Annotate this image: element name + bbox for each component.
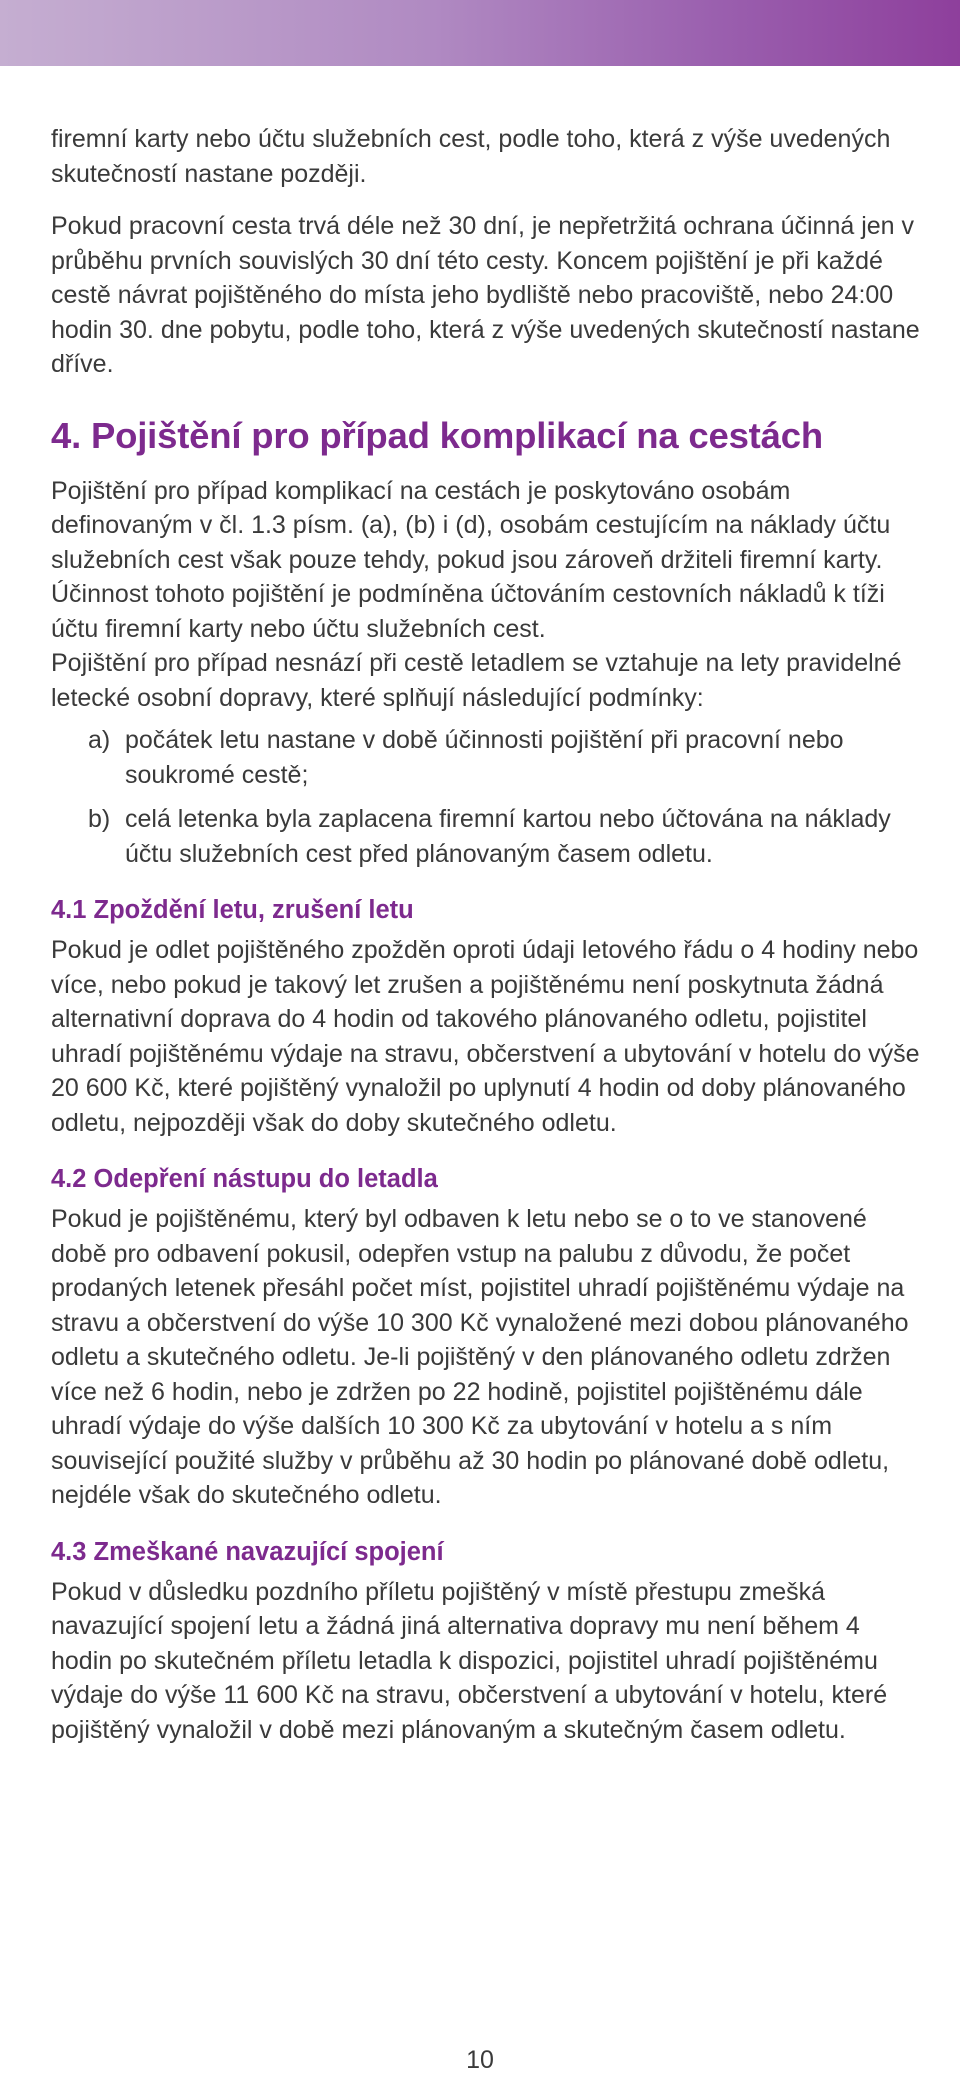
list-marker: b) (88, 805, 111, 833)
section-4-paragraph-1: Pojištění pro případ komplikací na cestách je poskytováno osobám definovaným v čl. 1.3 písm. (a), (b) i (d), osobám cestujícím na náklady účtu služebních cest však pouze tehdy, pokud jsou zároveň držiteli firemní karty. (51, 476, 891, 574)
page-number: 10 (466, 2046, 494, 2074)
section-4-3-heading: 4.3 Zmeškané navazující spojení (51, 1537, 444, 1566)
intro-paragraph-1: firemní karty nebo účtu služebních cest, podle toho, která z výše uvedených skutečností nastane později. (51, 125, 891, 188)
section-4-2-paragraph: Pokud je pojištěnému, který byl odbaven k letu nebo se o to ve stanovené době pro odbavení pokusil, odepřen vstup na palubu z důvodu, že počet prodaných letenek přesáhl počet míst, pojistitel uhradí pojištěnému výdaje na stravu a občerstvení do výše 10 300 Kč vynaložené mezi dobou plánovaného odletu a skutečného odletu. Je-li pojištěný v den plánovaného odletu zdržen více než 6 hodin, nebo je zdržen po 22 hodině, pojistitel pojištěnému dále uhradí výdaje do výše dalších 10 300 Kč za ubytování v hotelu a s ním související použité služby v průběhu až 30 hodin po plánované době odletu, nejdéle však do skutečného odletu. (51, 1205, 909, 1509)
header-color-band (0, 0, 960, 66)
section-4-3-paragraph: Pokud v důsledku pozdního příletu pojištěný v místě přestupu zmešká navazující spojení letu a žádná jiná alternativa dopravy mu není během 4 hodin po skutečném příletu letadla k dispozici, pojistitel uhradí pojištěnému výdaje do výše 11 600 Kč na stravu, občerstvení a ubytování v hotelu, které pojištěný vynaložil v době mezi plánovaným a skutečným časem odletu. (51, 1577, 888, 1744)
document-body (51, 122, 921, 1747)
list-item-text: počátek letu nastane v době účinnosti pojištění při pracovní nebo soukromé cestě; (125, 726, 844, 789)
list-item (88, 723, 921, 792)
conditions-list (51, 723, 921, 871)
section-4-1-paragraph: Pokud je odlet pojištěného zpožděn oproti údaji letového řádu o 4 hodiny nebo více, nebo pokud je takový let zrušen a pojištěnému není poskytnuta žádná alternativní doprava do 4 hodin od takového plánovaného odletu, pojistitel uhradí pojištěnému výdaje na stravu, občerstvení a ubytování v hotelu do výše 20 600 Kč, které pojištěný vynaložil po uplynutí 4 hodin od doby plánovaného odletu, nejpozději však do doby skutečného odletu. (51, 936, 920, 1137)
section-4-paragraph-2: Účinnost tohoto pojištění je podmíněna účtováním cestovních nákladů k tíži účtu firemní karty nebo účtu služebních cest. (51, 580, 885, 643)
section-4-1-heading: 4.1 Zpoždění letu, zrušení letu (51, 896, 414, 924)
section-4-paragraph-3: Pojištění pro případ nesnází při cestě letadlem se vztahuje na lety pravidelné letecké osobní dopravy, které splňují následující podmínky: (51, 649, 902, 712)
list-item (88, 802, 921, 871)
list-item-text: celá letenka byla zaplacena firemní kartou nebo účtována na náklady účtu služebních cest před plánovaným časem odletu. (125, 805, 891, 868)
list-marker: a) (88, 726, 111, 754)
section-4-2-heading: 4.2 Odepření nástupu do letadla (51, 1165, 438, 1193)
section-4-heading: 4. Pojištění pro případ komplikací na cestách (51, 414, 823, 456)
intro-paragraph-2: Pokud pracovní cesta trvá déle než 30 dní, je nepřetržitá ochrana účinná jen v průběhu prvních souvislých 30 dní této cesty. Koncem pojištění je při každé cestě návrat pojištěného do místa jeho bydliště nebo pracoviště, nebo 24:00 hodin 30. dne pobytu, podle toho, která z výše uvedených skutečností nastane dříve. (51, 212, 920, 378)
